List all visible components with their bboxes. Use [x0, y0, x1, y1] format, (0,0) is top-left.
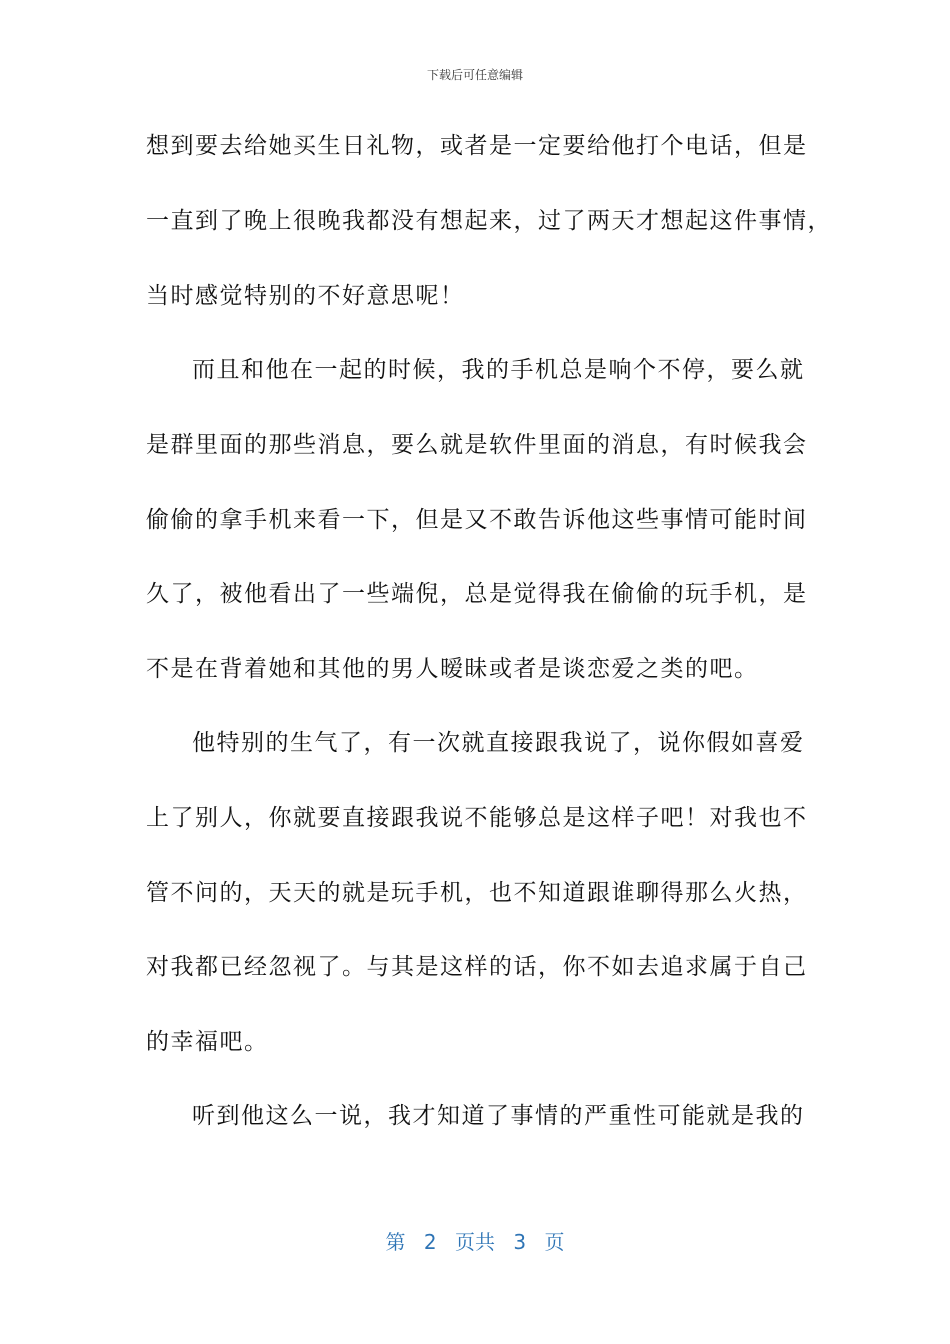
- text-line-14: 听到他这么一说，我才知道了事情的严重性可能就是我的: [192, 1103, 805, 1129]
- text-line-3: 当时感觉特别的不好意思呢！: [146, 283, 465, 309]
- text-line-9: 他特别的生气了，有一次就直接跟我说了，说你假如喜爱: [192, 730, 805, 756]
- footer-suffix: 页: [544, 1230, 565, 1254]
- text-line-12: 对我都已经忽视了。与其是这样的话，你不如去追求属于自己: [146, 954, 808, 980]
- text-line-6: 偷偷的拿手机来看一下，但是又不敢告诉他这些事情可能时间: [146, 507, 808, 533]
- text-line-13: 的幸福吧。: [146, 1029, 269, 1055]
- footer-middle: 页共: [455, 1230, 495, 1254]
- page-footer: [0, 1226, 950, 1255]
- text-line-7: 久了，被他看出了一些端倪，总是觉得我在偷偷的玩手机，是: [146, 581, 808, 607]
- text-line-4: 而且和他在一起的时候，我的手机总是响个不停，要么就: [192, 357, 805, 383]
- text-line-11: 管不问的，天天的就是玩手机，也不知道跟谁聊得那么火热，: [146, 880, 808, 906]
- text-line-10: 上了别人，你就要直接跟我说不能够总是这样子吧！对我也不: [146, 805, 808, 831]
- text-line-8: 不是在背着她和其他的男人暧昧或者是谈恋爱之类的吧。: [146, 656, 759, 682]
- footer-prefix: 第: [385, 1230, 406, 1254]
- text-line-5: 是群里面的那些消息，要么就是软件里面的消息，有时候我会: [146, 432, 808, 458]
- footer-total-pages: 3: [513, 1230, 527, 1254]
- page-header: 下载后可任意编辑: [426, 68, 523, 82]
- text-line-2: 一直到了晚上很晚我都没有想起来，过了两天才想起这件事情，: [146, 208, 832, 234]
- text-line-1: 想到要去给她买生日礼物，或者是一定要给他打个电话，但是: [146, 133, 808, 159]
- footer-current-page: 2: [423, 1230, 437, 1254]
